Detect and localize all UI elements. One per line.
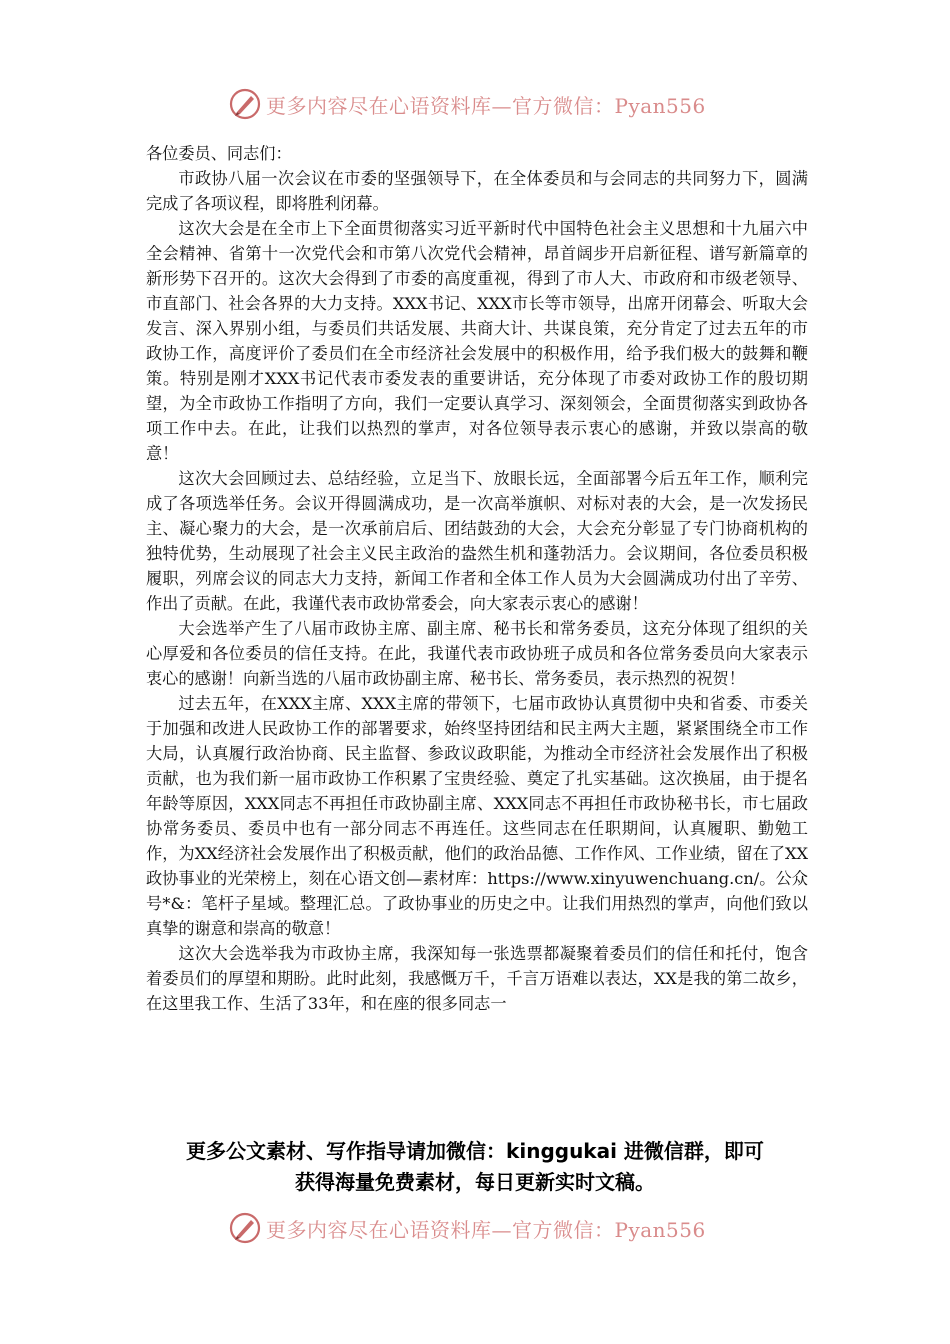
footer-watermark	[228, 1208, 748, 1248]
salutation: 各位委员、同志们：	[146, 144, 292, 163]
paragraph: 过去五年，在XXX主席、XXX主席的带领下，七届市政协认真贯彻中央和省委、市委关于加强和改进人民政协工作的部署要求，始终坚持团结和民主两大主题，紧紧围绕全市工作大局，认真履行政治协商、民主监督、参政议政职能，为推动全市经济社会发展作出了积极贡献，也为我们新一届市政协工作积累了宝贵经验、奠定了扎实基础。这次换届，由于提名年龄等原因，XXX同志不再担任市政协副主席、XXX同志不再担任市政协秘书长，市七届政协常务委员、委员中也有一部分同志不再连任。这些同志在任职期间，认真履职、勤勉工作，为XX经济社会发展作出了积极贡献，他们的政治品德、工作作风、工作业绩，留在了XX政协事业的光荣榜上，刻在心语文创—素材库：https://www.xinyuwenchuang.cn/。公众号*&：笔杆子星域。整理汇总。了政协事业的历史之中。让我们用热烈的掌声，向他们致以真挚的谢意和崇高的敬意！	[146, 694, 808, 938]
paragraph: 市政协八届一次会议在市委的坚强领导下，在全体委员和与会同志的共同努力下，圆满完成了各项议程，即将胜利闭幕。	[146, 169, 808, 213]
pen-logo-icon	[228, 1211, 262, 1245]
header-watermark	[228, 84, 748, 124]
paragraph: 大会选举产生了八届市政协主席、副主席、秘书长和常务委员，这充分体现了组织的关心厚爱和各位委员的信任支持。在此，我谨代表市政协班子成员和各位常务委员向大家表示衷心的感谢！向新当选的八届市政协副主席、秘书长、常务委员，表示热烈的祝贺！	[146, 619, 808, 688]
pen-logo-icon	[228, 87, 262, 121]
promo-line: 更多公文素材、写作指导请加微信：kinggukai 进微信群，即可	[186, 1139, 764, 1163]
promo-banner	[120, 1136, 830, 1198]
watermark-text: 更多内容尽在心语资料库—官方微信：Pyan556	[266, 93, 706, 118]
watermark-text: 更多内容尽在心语资料库—官方微信：Pyan556	[266, 1217, 706, 1242]
paragraph: 这次大会选举我为市政协主席，我深知每一张选票都凝聚着委员们的信任和托付，饱含着委员们的厚望和期盼。此时此刻，我感慨万千，千言万语难以表达，XX是我的第二故乡，在这里我工作、生活了33年，和在座的很多同志一	[146, 944, 808, 1013]
paragraph: 这次大会是在全市上下全面贯彻落实习近平新时代中国特色社会主义思想和十九届六中全会精神、省第十一次党代会和市第八次党代会精神，昂首阔步开启新征程、谱写新篇章的新形势下召开的。这次大会得到了市委的高度重视，得到了市人大、市政府和市级老领导、市直部门、社会各界的大力支持。XXX书记、XXX市长等市领导，出席开闭幕会、听取大会发言、深入界别小组，与委员们共话发展、共商大计、共谋良策，充分肯定了过去五年的市政协工作，高度评价了委员们在全市经济社会发展中的积极作用，给予我们极大的鼓舞和鞭策。特别是刚才XXX书记代表市委发表的重要讲话，充分体现了市委对政协工作的殷切期望，为全市政协工作指明了方向，我们一定要认真学习、深刻领会，全面贯彻落实到政协各项工作中去。在此，让我们以热烈的掌声，对各位领导表示衷心的感谢，并致以崇高的敬意！	[146, 219, 808, 463]
promo-line: 获得海量免费素材，每日更新实时文稿。	[295, 1170, 655, 1194]
document-body	[146, 141, 808, 1016]
paragraph: 这次大会回顾过去、总结经验，立足当下、放眼长远，全面部署今后五年工作，顺利完成了各项选举任务。会议开得圆满成功，是一次高举旗帜、对标对表的大会，是一次发扬民主、凝心聚力的大会，是一次承前启后、团结鼓劲的大会，大会充分彰显了专门协商机构的独特优势，生动展现了社会主义民主政治的盎然生机和蓬勃活力。会议期间，各位委员积极履职，列席会议的同志大力支持，新闻工作者和全体工作人员为大会圆满成功付出了辛劳、作出了贡献。在此，我谨代表市政协常委会，向大家表示衷心的感谢！	[146, 469, 808, 613]
